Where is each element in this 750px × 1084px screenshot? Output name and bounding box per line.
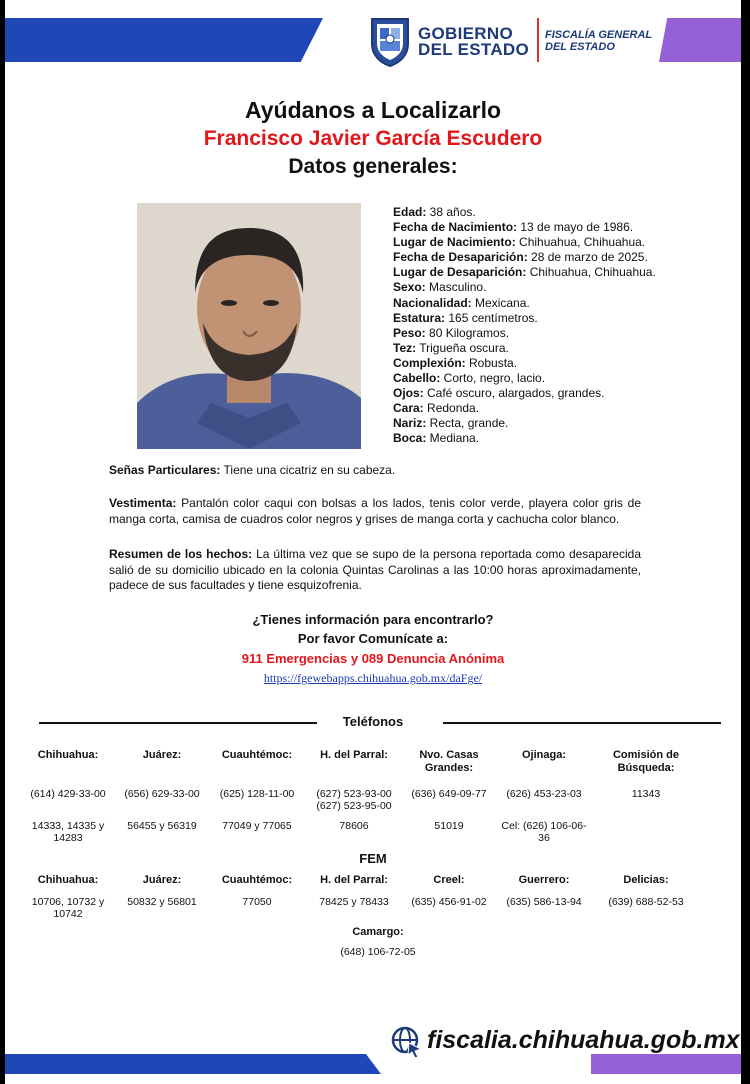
telefonos-office-label: Comisión de Búsqueda: xyxy=(612,749,679,774)
general-data-value: 38 años. xyxy=(426,205,476,219)
general-data-row xyxy=(393,326,656,341)
fem-office-label: Chihuahua: xyxy=(37,874,99,886)
general-data-label: Sexo: xyxy=(393,280,426,295)
resumen-label: Resumen de los hechos: xyxy=(109,547,253,561)
telefonos-phone: (626) 453-23-03 xyxy=(506,788,582,800)
missing-person-poster xyxy=(5,0,741,1084)
general-data-label: Nacionalidad: xyxy=(393,295,472,310)
telefonos-extension: 51019 xyxy=(434,820,464,832)
fem-office-label: Juárez: xyxy=(142,874,182,886)
senas-label: Señas Particulares: xyxy=(109,463,221,477)
general-data-value: Café oscuro, alargados, grandes. xyxy=(423,386,605,401)
general-data-label: Cara: xyxy=(393,401,424,416)
poster-title: Ayúdanos a Localizarlo xyxy=(244,97,502,123)
general-data-row xyxy=(393,431,656,446)
general-data-value: Masculino. xyxy=(425,280,487,295)
general-data-label: Fecha de Nacimiento: xyxy=(393,220,518,235)
vestimenta-label: Vestimenta: xyxy=(109,496,177,510)
gobierno-logo-text xyxy=(418,26,529,58)
telefonos-office-label: H. del Parral: xyxy=(320,749,388,761)
general-data-row xyxy=(393,280,656,295)
header-purple-band xyxy=(659,18,741,62)
fiscalia-line1: FISCALÍA GENERAL xyxy=(545,29,653,41)
fem-office-label: H. del Parral: xyxy=(320,874,388,886)
general-data-label: Edad: xyxy=(393,205,427,219)
footer-purple-band xyxy=(591,1054,741,1074)
gobierno-line1: GOBIERNO xyxy=(418,24,513,43)
general-data-row xyxy=(393,401,656,416)
fem-value: (635) 456-91-02 xyxy=(411,896,487,908)
fem-title: FEM xyxy=(359,851,387,866)
telefonos-phone: (625) 128-11-00 xyxy=(219,788,295,800)
telefonos-phone: (656) 629-33-00 xyxy=(124,788,200,800)
fem-camargo-phone: (648) 106-72-05 xyxy=(340,946,416,958)
general-data-label: Nariz: xyxy=(393,416,427,431)
general-data-value: Corto, negro, lacio. xyxy=(440,371,546,386)
general-data-row xyxy=(393,341,656,356)
telefonos-office-label: Cuauhtémoc: xyxy=(221,749,293,761)
fiscalia-line2: DEL ESTADO xyxy=(545,41,615,53)
telefonos-extension: 14333, 14335 y 14283 xyxy=(31,820,105,844)
general-data-row xyxy=(393,416,656,431)
footer-blue-band xyxy=(5,1054,381,1074)
contact-please: Por favor Comunícate a: xyxy=(297,631,449,646)
telefonos-office-label: Chihuahua: xyxy=(37,749,99,761)
telefonos-office-label: Ojinaga: xyxy=(521,749,566,761)
telefonos-office-label: Nvo. Casas Grandes: xyxy=(419,749,479,774)
telefonos-extension: 77049 y 77065 xyxy=(222,820,292,832)
resumen-hechos xyxy=(109,547,641,594)
general-data-label: Lugar de Desaparición: xyxy=(393,265,527,280)
general-data-value: Mexicana. xyxy=(471,295,530,310)
section-title-general: Datos generales: xyxy=(288,155,458,178)
general-data-value: Trigueña oscura. xyxy=(416,340,509,355)
fem-office-label: Creel: xyxy=(433,874,465,886)
senas-value: Tiene una cicatriz en su cabeza. xyxy=(220,463,396,477)
general-data-row xyxy=(393,250,656,265)
fem-value: (635) 586-13-94 xyxy=(506,896,582,908)
telefonos-phone: (627) 523-93-00 (627) 523-95-00 xyxy=(316,788,392,812)
general-data-label: Lugar de Nacimiento: xyxy=(393,235,516,250)
fem-value: (639) 688-52-53 xyxy=(608,896,684,908)
telefonos-extension: 56455 y 56319 xyxy=(127,820,197,832)
general-data-label: Complexión: xyxy=(393,355,466,370)
fiscalia-logo-text xyxy=(545,29,652,53)
general-data-label: Peso: xyxy=(393,325,426,340)
resumen-value: La última vez que se supo de la persona reportada como desaparecida salió de su domicilio ubicado en la colonia Quintas Carolinas a las 10:00 horas aproximadamente, padece de sus facultades y tiene esquizofrenia. xyxy=(109,547,641,592)
telefonos-extension: 78606 xyxy=(339,820,369,832)
general-data-label: Tez: xyxy=(393,340,417,355)
general-data-row xyxy=(393,386,656,401)
header-blue-band xyxy=(5,18,323,62)
general-data-value: Mediana. xyxy=(426,431,480,446)
general-data-value: Redonda. xyxy=(423,401,480,416)
general-data-value: 165 centímetros. xyxy=(445,310,538,325)
person-name: Francisco Javier García Escudero xyxy=(203,127,543,150)
report-link[interactable]: https://fgewebapps.chihuahua.gob.mx/daFge/ xyxy=(263,671,483,685)
general-data-row xyxy=(393,220,656,235)
telefonos-office-label: Juárez: xyxy=(142,749,182,761)
general-data-row xyxy=(393,265,656,280)
telefonos-title: Teléfonos xyxy=(342,714,404,729)
general-data-row xyxy=(393,311,656,326)
general-data-label: Fecha de Desaparición: xyxy=(393,250,528,265)
senas-particulares xyxy=(109,463,641,479)
general-data-row xyxy=(393,296,656,311)
globe-cursor-icon xyxy=(390,1025,424,1059)
telefonos-phone: (614) 429-33-00 xyxy=(30,788,106,800)
general-data-label: Estatura: xyxy=(393,310,446,325)
general-data-value: Robusta. xyxy=(465,355,518,370)
fem-camargo-label: Camargo: xyxy=(352,926,404,938)
gobierno-line2: DEL ESTADO xyxy=(418,40,529,59)
fem-value: 77050 xyxy=(242,896,272,908)
contact-question: ¿Tienes información para encontrarlo? xyxy=(252,612,494,627)
state-shield-logo xyxy=(369,16,411,68)
fem-office-label: Cuauhtémoc: xyxy=(221,874,293,886)
footer-website[interactable]: fiscalia.chihuahua.gob.mx xyxy=(427,1026,740,1054)
fem-office-label: Delicias: xyxy=(623,874,669,886)
telefonos-extension: Cel: (626) 106-06-36 xyxy=(501,820,587,844)
general-data-value: Chihuahua, Chihuahua. xyxy=(515,235,646,250)
general-data-row xyxy=(393,205,656,220)
telefonos-phone: (636) 649-09-77 xyxy=(411,788,487,800)
fem-value: 78425 y 78433 xyxy=(319,896,389,908)
logo-separator xyxy=(537,18,539,62)
fem-office-label: Guerrero: xyxy=(518,874,570,886)
vestimenta-value: Pantalón color caqui con bolsas a los lados, tenis color verde, playera color gris de manga corta, camisa de cuadros color negros y grises de manga corta y cachucha color blanco. xyxy=(109,496,641,526)
general-data-value: Chihuahua, Chihuahua. xyxy=(526,265,656,280)
person-photo xyxy=(137,203,361,449)
vestimenta xyxy=(109,496,641,527)
general-data-row xyxy=(393,356,656,371)
general-data-label: Boca: xyxy=(393,431,427,446)
fem-value: 10706, 10732 y 10742 xyxy=(31,896,105,920)
general-data-list xyxy=(393,205,656,447)
general-data-row xyxy=(393,371,656,386)
general-data-value: Recta, grande. xyxy=(426,416,509,431)
general-data-value: 80 Kilogramos. xyxy=(425,325,510,340)
general-data-row xyxy=(393,235,656,250)
emergency-numbers: 911 Emergencias y 089 Denuncia Anónima xyxy=(241,651,505,666)
fem-value: 50832 y 56801 xyxy=(127,896,197,908)
general-data-value: 28 de marzo de 2025. xyxy=(527,250,648,265)
telefonos-phone: 11343 xyxy=(631,788,661,800)
general-data-label: Ojos: xyxy=(393,386,424,401)
general-data-value: 13 de mayo de 1986. xyxy=(517,220,634,235)
general-data-label: Cabello: xyxy=(393,371,441,386)
